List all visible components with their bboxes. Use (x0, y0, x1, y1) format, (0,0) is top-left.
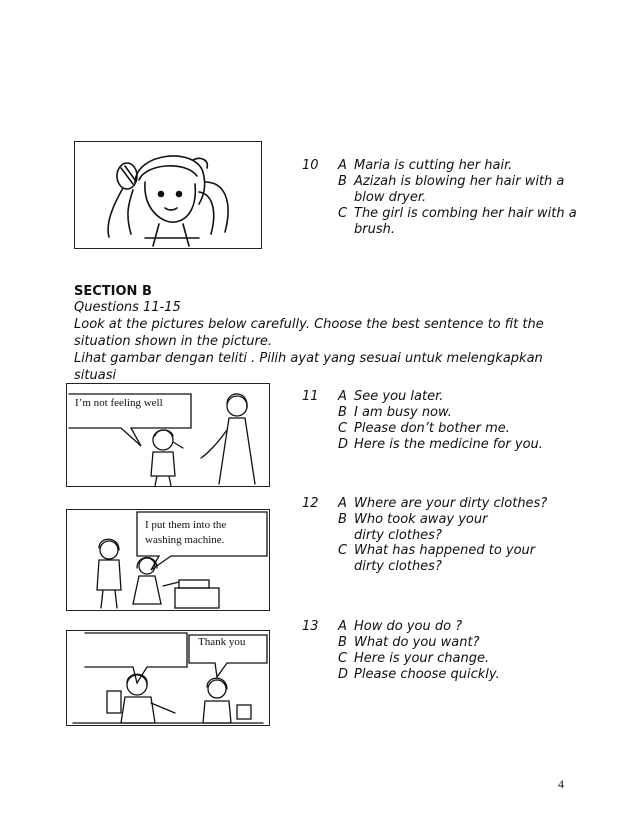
girl-brushing-hair-illustration (75, 142, 261, 248)
q10-picture (74, 141, 262, 249)
q11-picture (66, 383, 270, 487)
question-number: 12 (302, 496, 319, 511)
speech-bubble-text: I’m not feeling well (75, 397, 163, 409)
section-subtitle: Questions 11-15 (74, 300, 181, 315)
option-b[interactable]: B I am busy now. (338, 405, 452, 420)
option-c[interactable]: C Here is your change. (338, 651, 490, 666)
instruction-english: Look at the pictures below carefully. Choose the best sentence to fit the situation shown in the picture. (74, 317, 544, 349)
option-c[interactable]: C The girl is combing her hair with a brush. (338, 206, 577, 237)
option-c[interactable]: C What has happened to your dirty clothes? (338, 543, 536, 574)
option-b[interactable]: B Who took away your dirty clothes? (338, 512, 488, 543)
q12-picture (66, 509, 270, 611)
option-d[interactable]: D Here is the medicine for you. (338, 437, 543, 452)
option-a[interactable]: A Maria is cutting her hair. (338, 158, 513, 173)
option-b[interactable]: B Azizah is blowing her hair with a blow dryer. (338, 174, 565, 205)
question-number: 13 (302, 619, 319, 634)
speech-bubble-text: I put them into the washing machine. (145, 519, 227, 546)
section-title: SECTION B (74, 284, 152, 299)
instruction-malay: Lihat gambar dengan teliti . Pilih ayat yang sesuai untuk melengkapkan situasi (74, 351, 543, 383)
option-b[interactable]: B What do you want? (338, 635, 480, 650)
question-number: 11 (302, 389, 319, 404)
question-number: 10 (302, 158, 319, 173)
page-number: 4 (558, 777, 564, 791)
option-c[interactable]: C Please don’t bother me. (338, 421, 510, 436)
speech-bubble-text: Thank you (198, 636, 246, 648)
option-a[interactable]: A See you later. (338, 389, 444, 404)
option-a[interactable]: A How do you do ? (338, 619, 463, 634)
option-a[interactable]: A Where are your dirty clothes? (338, 496, 548, 511)
q13-picture (66, 630, 270, 726)
option-d[interactable]: D Please choose quickly. (338, 667, 500, 682)
